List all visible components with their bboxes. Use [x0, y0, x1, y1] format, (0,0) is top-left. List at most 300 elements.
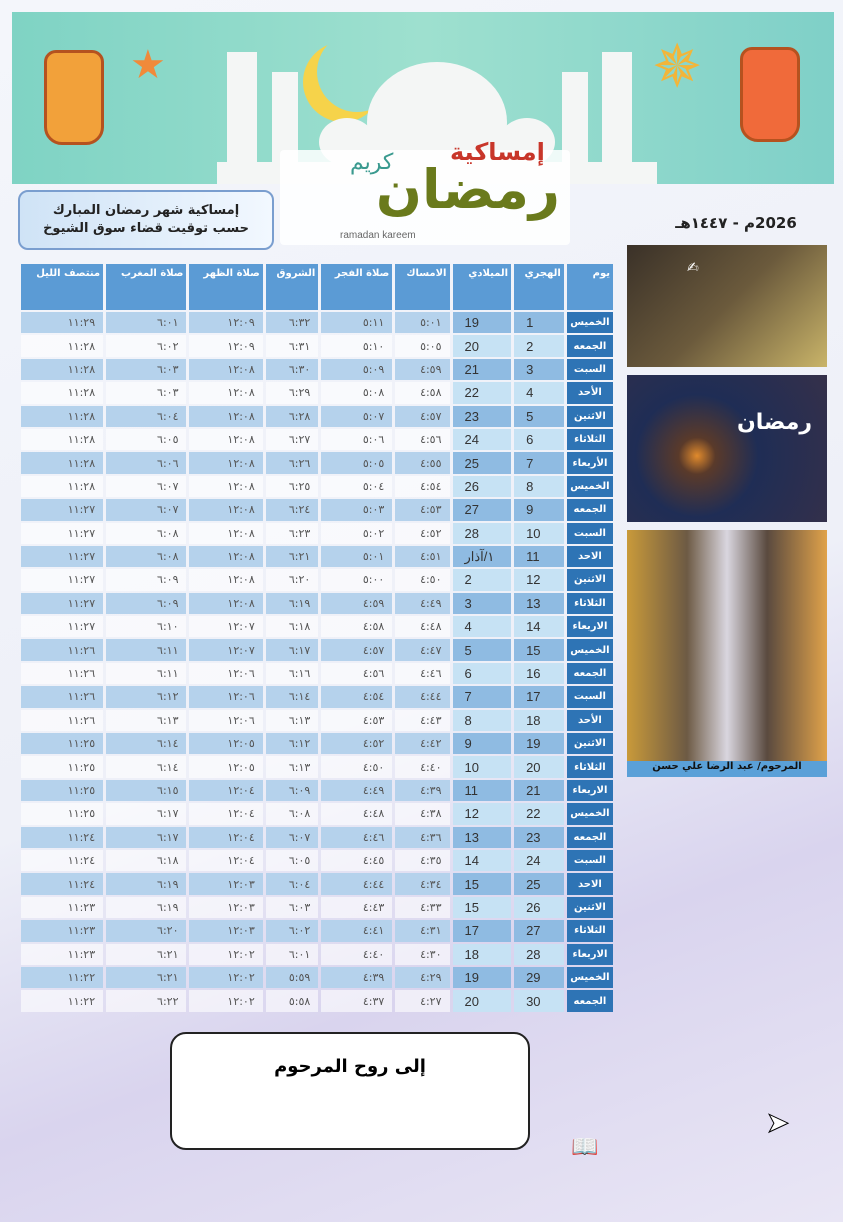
fajr-cell: ٤:٣٧ [321, 990, 392, 1011]
dhuhr-cell: ١٢:٠٨ [189, 476, 262, 497]
hijri-cell: 27 [514, 920, 564, 941]
dhuhr-cell: ١٢:٠٨ [189, 429, 262, 450]
dhuhr-cell: ١٢:٠٩ [189, 312, 262, 333]
hijri-cell: 23 [514, 827, 564, 848]
maghrib-cell: ٦:٠٤ [106, 406, 186, 427]
day-cell: السبت [567, 523, 613, 544]
fajr-cell: ٥:٠٢ [321, 523, 392, 544]
fajr-cell: ٤:٤٤ [321, 873, 392, 894]
dhuhr-cell: ١٢:٠٢ [189, 967, 262, 988]
imsak-cell: ٤:٤٠ [395, 756, 449, 777]
sunrise-cell: ٦:٠٧ [266, 827, 319, 848]
hijri-cell: 20 [514, 756, 564, 777]
midnight-cell: ١١:٢٨ [21, 335, 103, 356]
imsak-cell: ٤:٣٠ [395, 944, 449, 965]
sunrise-cell: ٦:٢٧ [266, 429, 319, 450]
logo-subtitle: ramadan kareem [340, 230, 416, 241]
fajr-cell: ٥:٠٥ [321, 452, 392, 473]
column-header-hijri: الهجري [514, 264, 564, 310]
day-cell: الاثنين [567, 897, 613, 918]
day-cell: الأحد [567, 382, 613, 403]
maghrib-cell: ٦:١٩ [106, 873, 186, 894]
midnight-cell: ١١:٢٨ [21, 382, 103, 403]
imsak-cell: ٤:٤٦ [395, 663, 449, 684]
dhuhr-cell: ١٢:٠٨ [189, 406, 262, 427]
maghrib-cell: ٦:٠٣ [106, 359, 186, 380]
day-cell: الاربعاء [567, 780, 613, 801]
table-row [21, 335, 613, 356]
midnight-cell: ١١:٢٦ [21, 663, 103, 684]
maghrib-cell: ٦:١٧ [106, 803, 186, 824]
table-row [21, 920, 613, 941]
table-row [21, 944, 613, 965]
fajr-cell: ٥:٠٦ [321, 429, 392, 450]
day-cell: الجمعه [567, 827, 613, 848]
fajr-cell: ٥:٠٤ [321, 476, 392, 497]
info-box [18, 190, 274, 250]
mouse-cursor-icon: ➤ [766, 1106, 790, 1139]
hijri-cell: 2 [514, 335, 564, 356]
maghrib-cell: ٦:٠٩ [106, 569, 186, 590]
gregorian-cell: 19 [453, 312, 512, 333]
fajr-cell: ٥:٠١ [321, 546, 392, 567]
table-row [21, 663, 613, 684]
sunrise-cell: ٦:٢٠ [266, 569, 319, 590]
midnight-cell: ١١:٢٧ [21, 616, 103, 637]
maghrib-cell: ٦:٠٧ [106, 499, 186, 520]
table-row [21, 639, 613, 660]
maghrib-cell: ٦:١٨ [106, 850, 186, 871]
maghrib-cell: ٦:٢١ [106, 944, 186, 965]
dhuhr-cell: ١٢:٠٨ [189, 499, 262, 520]
table-header-row [21, 264, 613, 310]
dhuhr-cell: ١٢:٠٢ [189, 944, 262, 965]
hijri-cell: 29 [514, 967, 564, 988]
day-cell: الثلاثاء [567, 429, 613, 450]
imsak-cell: ٤:٥٣ [395, 499, 449, 520]
imsak-cell: ٤:٥١ [395, 546, 449, 567]
day-cell: الجمعه [567, 990, 613, 1011]
midnight-cell: ١١:٢٥ [21, 803, 103, 824]
fajr-cell: ٥:٠٩ [321, 359, 392, 380]
day-cell: الخميس [567, 312, 613, 333]
maghrib-cell: ٦:١٢ [106, 686, 186, 707]
year-date: 2026م - ١٤٤٧هـ [675, 214, 797, 232]
table-row [21, 897, 613, 918]
dhuhr-cell: ١٢:٠٧ [189, 616, 262, 637]
day-cell: الخميس [567, 639, 613, 660]
table-row [21, 546, 613, 567]
column-header-maghrib: صلاة المغرب [106, 264, 186, 310]
hijri-cell: 25 [514, 873, 564, 894]
day-cell: الاربعاء [567, 944, 613, 965]
hijri-cell: 5 [514, 406, 564, 427]
dhuhr-cell: ١٢:٠٣ [189, 920, 262, 941]
maghrib-cell: ٦:١٣ [106, 710, 186, 731]
table-row [21, 686, 613, 707]
gregorian-cell: 12 [453, 803, 512, 824]
midnight-cell: ١١:٢٦ [21, 639, 103, 660]
imsak-cell: ٤:٥٥ [395, 452, 449, 473]
fajr-cell: ٤:٤٩ [321, 780, 392, 801]
sunrise-cell: ٦:٢٨ [266, 406, 319, 427]
sunrise-cell: ٦:١٨ [266, 616, 319, 637]
gregorian-cell: 4 [453, 616, 512, 637]
midnight-cell: ١١:٢٥ [21, 733, 103, 754]
sunrise-cell: ٥:٥٨ [266, 990, 319, 1011]
sunrise-cell: ٦:٢٦ [266, 452, 319, 473]
sunrise-cell: ٦:٠٩ [266, 780, 319, 801]
midnight-cell: ١١:٢٨ [21, 429, 103, 450]
fajr-cell: ٥:١٠ [321, 335, 392, 356]
imsak-cell: ٤:٣٦ [395, 827, 449, 848]
imsak-cell: ٤:٣٣ [395, 897, 449, 918]
table-row [21, 593, 613, 614]
table-row [21, 756, 613, 777]
column-header-midnight: منتصف الليل [21, 264, 103, 310]
maghrib-cell: ٦:١٤ [106, 756, 186, 777]
ramadan-lantern-image [627, 375, 827, 522]
midnight-cell: ١١:٢٤ [21, 827, 103, 848]
day-cell: الخميس [567, 476, 613, 497]
dhuhr-cell: ١٢:٠٣ [189, 897, 262, 918]
midnight-cell: ١١:٢٧ [21, 523, 103, 544]
gregorian-cell: 20 [453, 990, 512, 1011]
midnight-cell: ١١:٢٢ [21, 967, 103, 988]
gregorian-cell: ١/آذار [453, 546, 512, 567]
imsak-cell: ٤:٥٤ [395, 476, 449, 497]
day-cell: الاثنين [567, 569, 613, 590]
gregorian-cell: 18 [453, 944, 512, 965]
gregorian-cell: 27 [453, 499, 512, 520]
hijri-cell: 8 [514, 476, 564, 497]
fajr-cell: ٤:٥٨ [321, 616, 392, 637]
dhuhr-cell: ١٢:٠٨ [189, 546, 262, 567]
maghrib-cell: ٦:١٠ [106, 616, 186, 637]
column-header-fajr: صلاة الفجر [321, 264, 392, 310]
fajr-cell: ٤:٣٩ [321, 967, 392, 988]
dhuhr-cell: ١٢:٠٤ [189, 780, 262, 801]
maghrib-cell: ٦:٢٠ [106, 920, 186, 941]
dhuhr-cell: ١٢:٠٨ [189, 452, 262, 473]
sunrise-cell: ٦:٣١ [266, 335, 319, 356]
gregorian-cell: 15 [453, 897, 512, 918]
imsak-cell: ٤:٤٣ [395, 710, 449, 731]
imsak-cell: ٤:٥٩ [395, 359, 449, 380]
fajr-cell: ٤:٥٩ [321, 593, 392, 614]
dhuhr-cell: ١٢:٠٤ [189, 850, 262, 871]
fajr-cell: ٥:٠٨ [321, 382, 392, 403]
midnight-cell: ١١:٢٥ [21, 756, 103, 777]
maghrib-cell: ٦:١١ [106, 639, 186, 660]
table-row [21, 406, 613, 427]
sunrise-cell: ٦:١٤ [266, 686, 319, 707]
gregorian-cell: 19 [453, 967, 512, 988]
info-line-2: حسب توقيت قضاء سوق الشيوخ [43, 221, 249, 236]
imsak-cell: ٤:٥٢ [395, 523, 449, 544]
gregorian-cell: 20 [453, 335, 512, 356]
sunrise-cell: ٦:٢٥ [266, 476, 319, 497]
maghrib-cell: ٦:٠٥ [106, 429, 186, 450]
ramadan-card-title: رمضان [737, 410, 813, 435]
ramadan-kareem-logo [280, 138, 570, 245]
column-header-imsak: الامساك [395, 264, 449, 310]
logo-karim: كريم [350, 150, 394, 175]
imsak-cell: ٤:٢٧ [395, 990, 449, 1011]
fajr-cell: ٤:٤٣ [321, 897, 392, 918]
fajr-cell: ٤:٤٥ [321, 850, 392, 871]
imsak-cell: ٤:٣٤ [395, 873, 449, 894]
day-cell: السبت [567, 686, 613, 707]
midnight-cell: ١١:٢٧ [21, 569, 103, 590]
gregorian-cell: 10 [453, 756, 512, 777]
fajr-cell: ٥:٠٠ [321, 569, 392, 590]
logo-ramadan: رمضان [375, 158, 560, 221]
sunrise-cell: ٦:٠٥ [266, 850, 319, 871]
quran-image [627, 245, 827, 367]
maghrib-cell: ٦:٠١ [106, 312, 186, 333]
hijri-cell: 9 [514, 499, 564, 520]
sunrise-cell: ٦:٣٠ [266, 359, 319, 380]
column-header-dhuhr: صلاة الظهر [189, 264, 262, 310]
hijri-cell: 1 [514, 312, 564, 333]
memorial-box [170, 1032, 530, 1150]
day-cell: السبت [567, 850, 613, 871]
hijri-cell: 21 [514, 780, 564, 801]
sunrise-cell: ٦:١٣ [266, 710, 319, 731]
dhuhr-cell: ١٢:٠٧ [189, 639, 262, 660]
dhuhr-cell: ١٢:٠٣ [189, 873, 262, 894]
imsak-cell: ٤:٥٨ [395, 382, 449, 403]
sunrise-cell: ٦:٢٩ [266, 382, 319, 403]
gregorian-cell: 8 [453, 710, 512, 731]
gregorian-cell: 5 [453, 639, 512, 660]
fajr-cell: ٤:٥٤ [321, 686, 392, 707]
dhuhr-cell: ١٢:٠٨ [189, 569, 262, 590]
gregorian-cell: 9 [453, 733, 512, 754]
maghrib-cell: ٦:٠٧ [106, 476, 186, 497]
maghrib-cell: ٦:١٤ [106, 733, 186, 754]
day-cell: الاثنين [567, 406, 613, 427]
table-row [21, 359, 613, 380]
dhuhr-cell: ١٢:٠٥ [189, 756, 262, 777]
table-row [21, 967, 613, 988]
imsak-cell: ٤:٥٠ [395, 569, 449, 590]
gregorian-cell: 21 [453, 359, 512, 380]
imsak-cell: ٤:٥٦ [395, 429, 449, 450]
hijri-cell: 10 [514, 523, 564, 544]
hijri-cell: 22 [514, 803, 564, 824]
midnight-cell: ١١:٢٣ [21, 920, 103, 941]
gregorian-cell: 15 [453, 873, 512, 894]
fajr-cell: ٥:٠٧ [321, 406, 392, 427]
imsak-cell: ٤:٣٥ [395, 850, 449, 871]
hijri-cell: 13 [514, 593, 564, 614]
hijri-cell: 24 [514, 850, 564, 871]
midnight-cell: ١١:٢٩ [21, 312, 103, 333]
gregorian-cell: 26 [453, 476, 512, 497]
fajr-cell: ٤:٤٠ [321, 944, 392, 965]
maghrib-cell: ٦:٠٢ [106, 335, 186, 356]
sunrise-cell: ٦:٠٨ [266, 803, 319, 824]
midnight-cell: ١١:٢٨ [21, 476, 103, 497]
gregorian-cell: 17 [453, 920, 512, 941]
hijri-cell: 14 [514, 616, 564, 637]
table-row [21, 780, 613, 801]
column-header-gregorian: الميلادي [453, 264, 512, 310]
hijri-cell: 28 [514, 944, 564, 965]
gregorian-cell: 22 [453, 382, 512, 403]
hijri-cell: 11 [514, 546, 564, 567]
sunrise-cell: ٦:١٢ [266, 733, 319, 754]
table-row [21, 850, 613, 871]
fajr-cell: ٤:٥٣ [321, 710, 392, 731]
midnight-cell: ١١:٢٧ [21, 546, 103, 567]
midnight-cell: ١١:٢٣ [21, 944, 103, 965]
maghrib-cell: ٦:١٧ [106, 827, 186, 848]
table-row [21, 312, 613, 333]
maghrib-cell: ٦:٠٨ [106, 523, 186, 544]
dhuhr-cell: ١٢:٠٥ [189, 733, 262, 754]
day-cell: الثلاثاء [567, 920, 613, 941]
table-row [21, 429, 613, 450]
day-cell: الجمعه [567, 499, 613, 520]
midnight-cell: ١١:٢٧ [21, 593, 103, 614]
gregorian-cell: 24 [453, 429, 512, 450]
hijri-cell: 15 [514, 639, 564, 660]
imsak-cell: ٤:٤٢ [395, 733, 449, 754]
hijri-cell: 4 [514, 382, 564, 403]
sunrise-cell: ٦:٠٣ [266, 897, 319, 918]
day-cell: الثلاثاء [567, 593, 613, 614]
table-row [21, 990, 613, 1011]
table-row [21, 382, 613, 403]
maghrib-cell: ٦:١٥ [106, 780, 186, 801]
imsak-cell: ٤:٢٩ [395, 967, 449, 988]
table-row [21, 733, 613, 754]
fajr-cell: ٤:٤١ [321, 920, 392, 941]
dhuhr-cell: ١٢:٠٨ [189, 593, 262, 614]
day-cell: السبت [567, 359, 613, 380]
hijri-cell: 18 [514, 710, 564, 731]
fajr-cell: ٤:٤٨ [321, 803, 392, 824]
day-cell: الاثنين [567, 733, 613, 754]
sunrise-cell: ٦:٢٣ [266, 523, 319, 544]
imsak-cell: ٤:٣٨ [395, 803, 449, 824]
sunrise-cell: ٦:٠١ [266, 944, 319, 965]
star-icon: ★ [130, 42, 166, 88]
gregorian-cell: 6 [453, 663, 512, 684]
gregorian-cell: 14 [453, 850, 512, 871]
maghrib-cell: ٦:٢١ [106, 967, 186, 988]
open-book-icon: 📖 [571, 1135, 599, 1160]
day-cell: الخميس [567, 803, 613, 824]
gregorian-cell: 7 [453, 686, 512, 707]
dhuhr-cell: ١٢:٠٩ [189, 335, 262, 356]
day-cell: الأحد [567, 710, 613, 731]
hijri-cell: 30 [514, 990, 564, 1011]
dhuhr-cell: ١٢:٠٢ [189, 990, 262, 1011]
sunrise-cell: ٦:١٣ [266, 756, 319, 777]
dhuhr-cell: ١٢:٠٦ [189, 686, 262, 707]
midnight-cell: ١١:٢٨ [21, 406, 103, 427]
fajr-cell: ٥:٠٣ [321, 499, 392, 520]
sunrise-cell: ٦:١٧ [266, 639, 319, 660]
day-cell: الأربعاء [567, 452, 613, 473]
day-cell: الجمعه [567, 663, 613, 684]
fajr-cell: ٤:٥٧ [321, 639, 392, 660]
dhuhr-cell: ١٢:٠٤ [189, 827, 262, 848]
photo-caption: المرحوم/ عبد الرضا علي حسن [627, 761, 827, 777]
midnight-cell: ١١:٢٣ [21, 897, 103, 918]
imsak-cell: ٤:٣١ [395, 920, 449, 941]
sunrise-cell: ٦:٠٤ [266, 873, 319, 894]
dhuhr-cell: ١٢:٠٨ [189, 359, 262, 380]
dhuhr-cell: ١٢:٠٨ [189, 382, 262, 403]
sunrise-cell: ٦:١٦ [266, 663, 319, 684]
table-row [21, 803, 613, 824]
calligraphy-icon: ✍ [687, 260, 699, 276]
midnight-cell: ١١:٢٢ [21, 990, 103, 1011]
maghrib-cell: ٦:٠٨ [106, 546, 186, 567]
gregorian-cell: 23 [453, 406, 512, 427]
lantern-icon [44, 50, 104, 145]
hijri-cell: 6 [514, 429, 564, 450]
midnight-cell: ١١:٢٧ [21, 499, 103, 520]
day-cell: الاحد [567, 546, 613, 567]
dhuhr-cell: ١٢:٠٤ [189, 803, 262, 824]
imsak-cell: ٤:٣٩ [395, 780, 449, 801]
ornament-star-icon: ✵ [652, 32, 703, 102]
midnight-cell: ١١:٢٥ [21, 780, 103, 801]
prayer-times-table [18, 262, 616, 1014]
table-row [21, 569, 613, 590]
imsak-cell: ٥:٠١ [395, 312, 449, 333]
gregorian-cell: 13 [453, 827, 512, 848]
gregorian-cell: 11 [453, 780, 512, 801]
midnight-cell: ١١:٢٤ [21, 873, 103, 894]
hijri-cell: 3 [514, 359, 564, 380]
hijri-cell: 16 [514, 663, 564, 684]
maghrib-cell: ٦:٠٣ [106, 382, 186, 403]
gregorian-cell: 3 [453, 593, 512, 614]
sunrise-cell: ٦:٢١ [266, 546, 319, 567]
memorial-text: إلى روح المرحوم [274, 1056, 426, 1077]
imsak-cell: ٥:٠٥ [395, 335, 449, 356]
maghrib-cell: ٦:١١ [106, 663, 186, 684]
midnight-cell: ١١:٢٨ [21, 359, 103, 380]
fajr-cell: ٤:٤٦ [321, 827, 392, 848]
table-row [21, 616, 613, 637]
fajr-cell: ٥:١١ [321, 312, 392, 333]
sunrise-cell: ٥:٥٩ [266, 967, 319, 988]
hijri-cell: 19 [514, 733, 564, 754]
table-row [21, 499, 613, 520]
table-row [21, 523, 613, 544]
fajr-cell: ٤:٥٦ [321, 663, 392, 684]
day-cell: الاربعاء [567, 616, 613, 637]
gregorian-cell: 25 [453, 452, 512, 473]
hijri-cell: 7 [514, 452, 564, 473]
day-cell: الثلاثاء [567, 756, 613, 777]
midnight-cell: ١١:٢٨ [21, 452, 103, 473]
midnight-cell: ١١:٢٤ [21, 850, 103, 871]
maghrib-cell: ٦:١٩ [106, 897, 186, 918]
imsak-cell: ٤:٤٨ [395, 616, 449, 637]
column-header-day: يوم [567, 264, 613, 310]
imsak-cell: ٤:٤٤ [395, 686, 449, 707]
table-row [21, 476, 613, 497]
